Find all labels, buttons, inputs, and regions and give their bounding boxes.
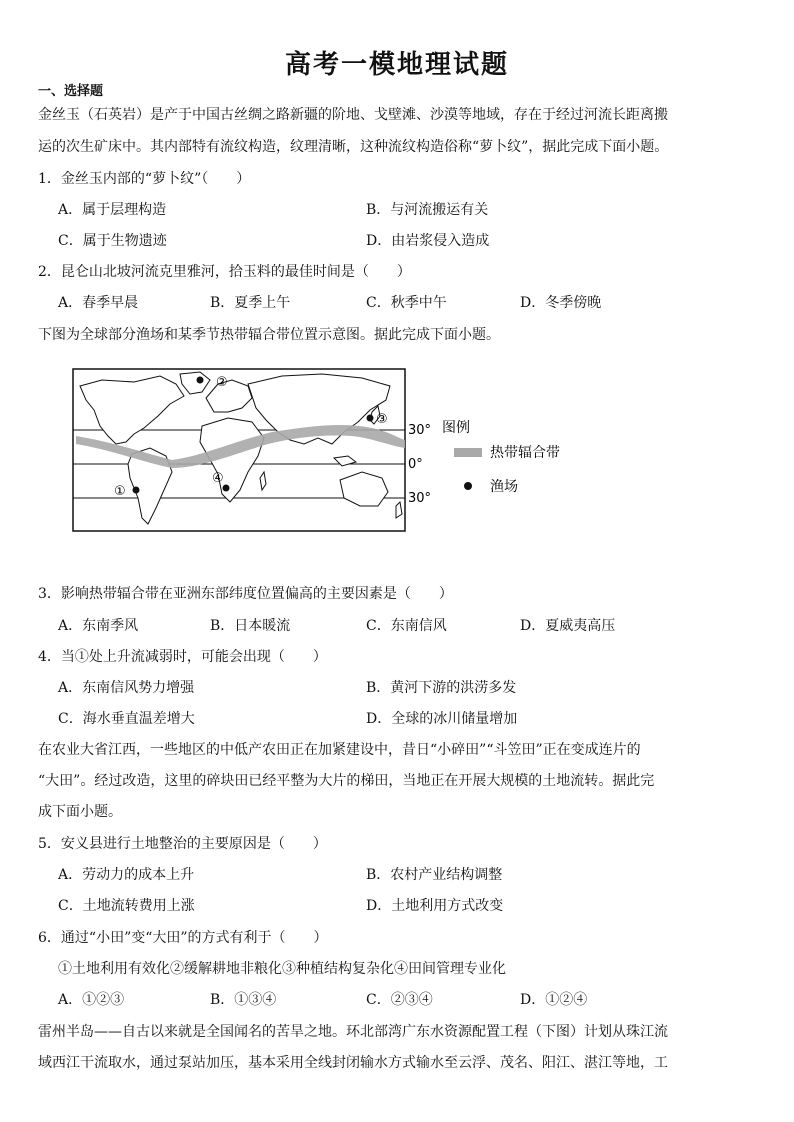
section-heading: 一、选择题 bbox=[38, 84, 104, 99]
fishery-dot-3 bbox=[367, 415, 374, 422]
q6-option-c[interactable]: C．②③④ bbox=[366, 992, 433, 1008]
q3-option-d[interactable]: D．夏威夷高压 bbox=[520, 618, 616, 634]
q2-option-c[interactable]: C．秋季中午 bbox=[366, 295, 447, 311]
passage-3-line-3: 成下面小题。 bbox=[38, 804, 122, 820]
world-map-figure bbox=[72, 368, 592, 538]
legend-band-label: 热带辐合带 bbox=[490, 445, 560, 461]
q1-option-a[interactable]: A．属于层理构造 bbox=[58, 202, 167, 218]
question-4-stem: 4．当①处上升流减弱时，可能会出现（ ） bbox=[38, 649, 327, 665]
marker-4-label: ④ bbox=[212, 471, 224, 486]
q3-option-a[interactable]: A．东南季风 bbox=[58, 618, 139, 634]
legend-dot-label: 渔场 bbox=[490, 479, 518, 495]
passage-4-line-2: 域西江干流取水，通过泵站加压，基本采用全线封闭输水方式输水至云浮、茂名、阳江、湛江等地，工 bbox=[38, 1055, 668, 1071]
passage-3-line-1: 在农业大省江西，一些地区的中低产农田正在加紧建设中，昔日“小碎田”“斗笠田”正在变成连片的 bbox=[38, 742, 641, 758]
marker-3-label: ③ bbox=[376, 412, 388, 427]
question-3-stem: 3．影响热带辐合带在亚洲东部纬度位置偏高的主要因素是（ ） bbox=[38, 586, 453, 602]
q4-option-d[interactable]: D．全球的冰川储量增加 bbox=[366, 711, 518, 727]
lat-label-30s: 30° bbox=[408, 491, 432, 506]
q5-option-a[interactable]: A．劳动力的成本上升 bbox=[58, 867, 195, 883]
question-6-stem: 6．通过“小田”变“大田”的方式有利于（ ） bbox=[38, 930, 328, 946]
page-title: 高考一模地理试题 bbox=[284, 50, 509, 80]
fishery-dot-1 bbox=[133, 487, 140, 494]
passage-2: 下图为全球部分渔场和某季节热带辐合带位置示意图。据此完成下面小题。 bbox=[38, 327, 500, 343]
q5-option-d[interactable]: D．土地利用方式改变 bbox=[366, 898, 504, 914]
legend-dot-swatch bbox=[464, 482, 472, 490]
q6-option-d[interactable]: D．①②④ bbox=[520, 992, 588, 1008]
fishery-dot-2 bbox=[197, 377, 204, 384]
q1-option-d[interactable]: D．由岩浆侵入造成 bbox=[366, 233, 490, 249]
q2-option-d[interactable]: D．冬季傍晚 bbox=[520, 295, 602, 311]
q6-option-b[interactable]: B．①③④ bbox=[210, 992, 277, 1008]
q4-option-b[interactable]: B．黄河下游的洪涝多发 bbox=[366, 680, 517, 696]
q1-option-b[interactable]: B．与河流搬运有关 bbox=[366, 202, 489, 218]
marker-1-label: ① bbox=[114, 484, 126, 499]
q1-option-c[interactable]: C．属于生物遗迹 bbox=[58, 233, 167, 249]
marker-2-label: ② bbox=[216, 375, 228, 390]
lat-label-0: 0° bbox=[408, 457, 423, 472]
legend-band-swatch bbox=[454, 448, 482, 457]
legend-title: 图例 bbox=[442, 420, 470, 436]
q2-option-b[interactable]: B．夏季上午 bbox=[210, 295, 291, 311]
passage-4-line-1: 雷州半岛——自古以来就是全国闻名的苦旱之地。环北部湾广东水资源配置工程（下图）计划从珠江流 bbox=[38, 1024, 668, 1040]
q3-option-c[interactable]: C．东南信风 bbox=[366, 618, 447, 634]
q4-option-c[interactable]: C．海水垂直温差增大 bbox=[58, 711, 195, 727]
passage-1-line-1: 金丝玉（石英岩）是产于中国古丝绸之路新疆的阶地、戈壁滩、沙漠等地域，存在于经过河流长距离搬 bbox=[38, 107, 668, 123]
question-1-stem: 1．金丝玉内部的“萝卜纹”（ ） bbox=[38, 171, 251, 187]
passage-1-line-2: 运的次生矿床中。其内部特有流纹构造，纹理清晰，这种流纹构造俗称“萝卜纹”，据此完成下面小题。 bbox=[38, 139, 669, 155]
q2-option-a[interactable]: A．春季早晨 bbox=[58, 295, 139, 311]
q5-option-b[interactable]: B．农村产业结构调整 bbox=[366, 867, 503, 883]
q6-statements: ①土地利用有效化②缓解耕地非粮化③种植结构复杂化④田间管理专业化 bbox=[58, 961, 506, 977]
lat-label-30n: 30° bbox=[408, 423, 432, 438]
q6-option-a[interactable]: A．①②③ bbox=[58, 992, 125, 1008]
passage-3-line-2: “大田”。经过改造，这里的碎块田已经平整为大片的梯田，当地正在开展大规模的土地流转。据此完 bbox=[38, 773, 655, 789]
question-2-stem: 2．昆仑山北坡河流克里雅河，拾玉料的最佳时间是（ ） bbox=[38, 264, 411, 280]
question-5-stem: 5．安义县进行土地整治的主要原因是（ ） bbox=[38, 836, 327, 852]
q4-option-a[interactable]: A．东南信风势力增强 bbox=[58, 680, 195, 696]
q3-option-b[interactable]: B．日本暖流 bbox=[210, 618, 291, 634]
q5-option-c[interactable]: C．土地流转费用上涨 bbox=[58, 898, 195, 914]
